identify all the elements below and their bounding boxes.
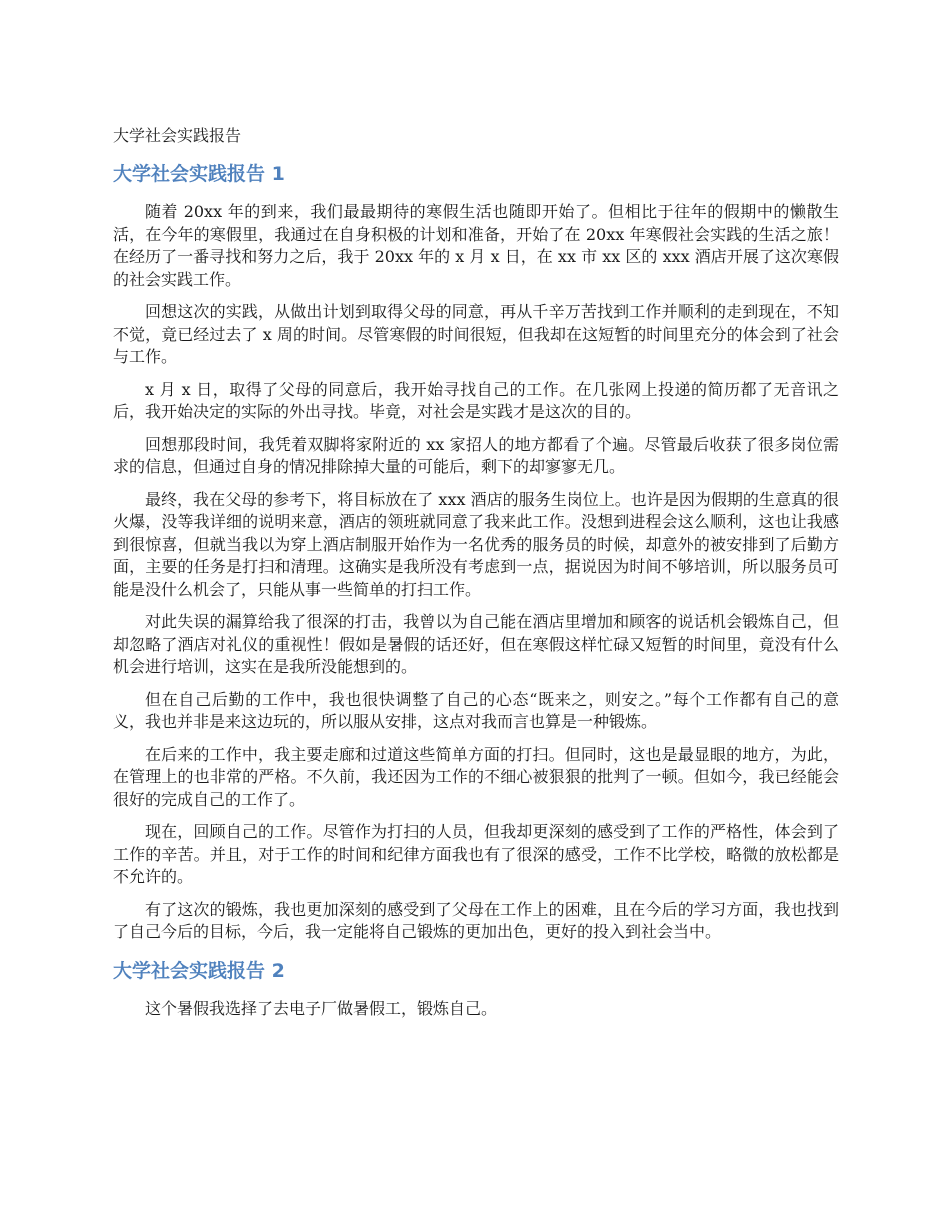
report-section-1 <box>113 161 839 944</box>
document-page <box>113 124 839 1034</box>
paragraph: 现在，回顾自己的工作。尽管作为打扫的人员，但我却更深刻的感受到了工作的严格性，体会到了工作的辛苦。并且，对于工作的时间和纪律方面我也有了很深的感受，工作不比学校，略微的放松都是不允许的。 <box>113 822 839 886</box>
section-heading: 大学社会实践报告 2 <box>113 959 285 982</box>
paragraph: x 月 x 日，取得了父母的同意后，我开始寻找自己的工作。在几张网上投递的简历都了无音讯之后，我开始决定的实际的外出寻找。毕竟，对社会是实践才是这次的目的。 <box>113 379 839 421</box>
paragraph: 回想那段时间，我凭着双脚将家附近的 xx 家招人的地方都看了个遍。尽管最后收获了很多岗位需求的信息，但通过自身的情况排除掉大量的可能后，剩下的却寥寥无几。 <box>113 434 839 476</box>
paragraph: 在后来的工作中，我主要走廊和过道这些简单方面的打扫。但同时，这也是最显眼的地方，为此，在管理上的也非常的严格。不久前，我还因为工作的不细心被狠狠的批判了一顿。但如今，我已经能会很好的完成自己的工作了。 <box>113 744 839 809</box>
report-section-2 <box>113 958 839 1021</box>
section-heading: 大学社会实践报告 1 <box>113 163 285 185</box>
paragraph: 对此失误的漏算给我了很深的打击，我曾以为自己能在酒店里增加和顾客的说话机会锻炼自己，但却忽略了酒店对礼仪的重视性！假如是暑假的话还好，但在寒假这样忙碌又短暂的时间里，竟没有什么机会进行培训，这实在是我所没能想到的。 <box>113 612 839 676</box>
paragraph: 随着 20xx 年的到来，我们最最期待的寒假生活也随即开始了。但相比于往年的假期中的懒散生活，在今年的寒假里，我通过在自身积极的计划和准备，开始了在 20xx 年寒假社会实践的生活之旅！在经历了一番寻找和努力之后，我于 20xx 年的 x 月 x 日，在 xx 市 xx 区的 xxx 酒店开展了这次寒假的社会实践工作。 <box>113 202 839 289</box>
paragraph: 回想这次的实践，从做出计划到取得父母的同意，再从千辛万苦找到工作并顺利的走到现在，不知不觉，竟已经过去了 x 周的时间。尽管寒假的时间很短，但我却在这短暂的时间里充分的体会到了社会与工作。 <box>113 302 839 366</box>
paragraph: 但在自己后勤的工作中，我也很快调整了自己的心态“既来之，则安之。”每个工作都有自己的意义，我也并非是来这边玩的，所以服从安排，这点对我而言也算是一种锻炼。 <box>113 689 839 731</box>
paragraph: 这个暑假我选择了去电子厂做暑假工，锻炼自己。 <box>145 998 498 1018</box>
paragraph: 有了这次的锻炼，我也更加深刻的感受到了父母在工作上的困难，且在今后的学习方面，我也找到了自己今后的目标，今后，我一定能将自己锻炼的更加出色，更好的投入到社会当中。 <box>113 899 839 941</box>
document-title: 大学社会实践报告 <box>113 126 242 145</box>
paragraph: 最终，我在父母的参考下，将目标放在了 xxx 酒店的服务生岗位上。也许是因为假期的生意真的很火爆，没等我详细的说明来意，酒店的领班就同意了我来此工作。没想到进程会这么顺利，这也让我感到很惊喜，但就当我以为穿上酒店制服开始作为一名优秀的服务员的时候，却意外的被安排到了后勤方面，主要的任务是打扫和清理。这确实是我所没有考虑到一点，据说因为时间不够培训，所以服务员可能是没什么机会了，只能从事一些简单的打扫工作。 <box>113 489 839 599</box>
